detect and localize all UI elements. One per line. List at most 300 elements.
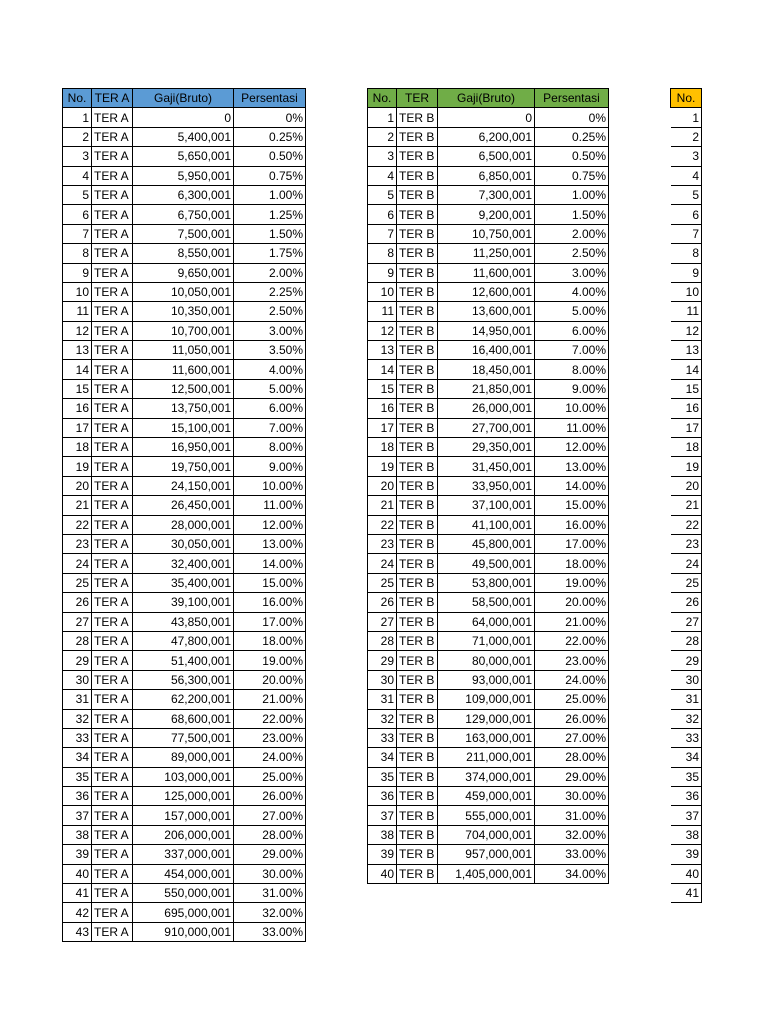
row-number-cell: 26 [671, 593, 702, 612]
gaji-bruto-cell: 374,000,001 [438, 767, 535, 786]
ter-category-cell: TER B [397, 108, 438, 127]
row-number-cell: 16 [671, 399, 702, 418]
gaji-bruto-cell: 32,400,001 [133, 554, 234, 573]
persentasi-cell: 10.00% [535, 399, 609, 418]
row-number-cell: 27 [671, 612, 702, 631]
table-row [671, 457, 702, 476]
gaji-bruto-cell: 49,500,001 [438, 554, 535, 573]
persentasi-cell: 13.00% [234, 534, 306, 553]
persentasi-cell: 0.75% [234, 166, 306, 185]
gaji-bruto-cell: 19,750,001 [133, 457, 234, 476]
table-row [63, 399, 306, 418]
row-number-cell: 8 [368, 244, 397, 263]
row-number-cell: 4 [671, 166, 702, 185]
table-row [63, 282, 306, 301]
persentasi-cell: 24.00% [535, 670, 609, 689]
row-number-cell: 11 [671, 302, 702, 321]
gaji-bruto-cell: 454,000,001 [133, 864, 234, 883]
row-number-cell: 35 [368, 767, 397, 786]
persentasi-cell: 33.00% [535, 845, 609, 864]
gaji-bruto-cell: 5,400,001 [133, 127, 234, 146]
ter-b-table [367, 88, 609, 884]
table-row [368, 709, 609, 728]
row-number-cell: 18 [368, 438, 397, 457]
row-number-cell: 28 [368, 631, 397, 650]
table-row [63, 360, 306, 379]
row-number-cell: 10 [671, 282, 702, 301]
persentasi-cell: 17.00% [234, 612, 306, 631]
gaji-bruto-cell: 30,050,001 [133, 534, 234, 553]
row-number-cell: 40 [368, 864, 397, 883]
gaji-bruto-cell: 26,450,001 [133, 496, 234, 515]
ter-a-header-row [63, 89, 306, 108]
row-number-cell: 32 [63, 709, 92, 728]
persentasi-cell: 2.25% [234, 282, 306, 301]
row-number-cell: 40 [63, 864, 92, 883]
table-row [63, 515, 306, 534]
gaji-bruto-cell: 51,400,001 [133, 651, 234, 670]
gaji-bruto-cell: 68,600,001 [133, 709, 234, 728]
gaji-bruto-cell: 45,800,001 [438, 534, 535, 553]
ter-category-cell: TER B [397, 612, 438, 631]
ter-category-cell: TER B [397, 728, 438, 747]
table-row [63, 244, 306, 263]
ter-category-cell: TER B [397, 554, 438, 573]
row-number-cell: 6 [368, 205, 397, 224]
ter-c-header-row [671, 89, 702, 108]
table-row [671, 438, 702, 457]
persentasi-cell: 28.00% [234, 825, 306, 844]
persentasi-cell: 0% [234, 108, 306, 127]
row-number-cell: 10 [368, 282, 397, 301]
row-number-cell: 27 [368, 612, 397, 631]
ter-category-cell: TER B [397, 263, 438, 282]
row-number-cell: 36 [63, 787, 92, 806]
table-row [671, 360, 702, 379]
gaji-bruto-cell: 28,000,001 [133, 515, 234, 534]
ter-category-cell: TER A [92, 321, 133, 340]
gaji-bruto-cell: 11,250,001 [438, 244, 535, 263]
row-number-cell: 2 [63, 127, 92, 146]
gaji-bruto-cell: 459,000,001 [438, 787, 535, 806]
table-row [671, 651, 702, 670]
gaji-bruto-cell: 31,450,001 [438, 457, 535, 476]
ter-c-table [670, 88, 702, 903]
ter-category-cell: TER A [92, 399, 133, 418]
ter-category-cell: TER A [92, 418, 133, 437]
row-number-cell: 35 [671, 767, 702, 786]
row-number-cell: 36 [368, 787, 397, 806]
gaji-bruto-cell: 53,800,001 [438, 573, 535, 592]
persentasi-cell: 6.00% [234, 399, 306, 418]
ter-category-cell: TER A [92, 263, 133, 282]
row-number-cell: 34 [671, 748, 702, 767]
table-row [671, 806, 702, 825]
table-row [671, 709, 702, 728]
table-row [63, 554, 306, 573]
ter-category-cell: TER A [92, 360, 133, 379]
gaji-bruto-cell: 103,000,001 [133, 767, 234, 786]
persentasi-cell: 2.50% [234, 302, 306, 321]
ter-category-cell: TER B [397, 651, 438, 670]
persentasi-cell: 27.00% [535, 728, 609, 747]
row-number-cell: 7 [368, 224, 397, 243]
gaji-bruto-cell: 58,500,001 [438, 593, 535, 612]
row-number-cell: 6 [671, 205, 702, 224]
table-row [63, 903, 306, 922]
table-row [63, 631, 306, 650]
persentasi-cell: 33.00% [234, 922, 306, 941]
table-row [63, 728, 306, 747]
gaji-bruto-cell: 10,050,001 [133, 282, 234, 301]
table-row [63, 748, 306, 767]
row-number-cell: 39 [63, 845, 92, 864]
table-row [671, 515, 702, 534]
persentasi-cell: 9.00% [535, 379, 609, 398]
gaji-bruto-cell: 16,400,001 [438, 341, 535, 360]
table-row [368, 728, 609, 747]
persentasi-cell: 0.25% [234, 127, 306, 146]
header-ter: TER [397, 89, 438, 108]
persentasi-cell: 2.50% [535, 244, 609, 263]
gaji-bruto-cell: 157,000,001 [133, 806, 234, 825]
ter-b-header-row [368, 89, 609, 108]
table-row [63, 884, 306, 903]
row-number-cell: 19 [368, 457, 397, 476]
gaji-bruto-cell: 5,950,001 [133, 166, 234, 185]
persentasi-cell: 12.00% [234, 515, 306, 534]
table-row [63, 166, 306, 185]
ter-category-cell: TER A [92, 670, 133, 689]
gaji-bruto-cell: 62,200,001 [133, 690, 234, 709]
row-number-cell: 5 [671, 185, 702, 204]
row-number-cell: 16 [63, 399, 92, 418]
persentasi-cell: 10.00% [234, 476, 306, 495]
gaji-bruto-cell: 5,650,001 [133, 147, 234, 166]
table-row [63, 651, 306, 670]
gaji-bruto-cell: 10,750,001 [438, 224, 535, 243]
row-number-cell: 12 [671, 321, 702, 340]
table-row [368, 651, 609, 670]
row-number-cell: 13 [671, 341, 702, 360]
gaji-bruto-cell: 337,000,001 [133, 845, 234, 864]
table-row [368, 418, 609, 437]
table-row [671, 379, 702, 398]
row-number-cell: 11 [63, 302, 92, 321]
row-number-cell: 18 [671, 438, 702, 457]
table-row [63, 825, 306, 844]
persentasi-cell: 29.00% [234, 845, 306, 864]
persentasi-cell: 15.00% [535, 496, 609, 515]
table-row [63, 593, 306, 612]
row-number-cell: 38 [368, 825, 397, 844]
row-number-cell: 9 [671, 263, 702, 282]
persentasi-cell: 11.00% [535, 418, 609, 437]
row-number-cell: 40 [671, 864, 702, 883]
row-number-cell: 35 [63, 767, 92, 786]
row-number-cell: 4 [368, 166, 397, 185]
row-number-cell: 22 [368, 515, 397, 534]
persentasi-cell: 3.00% [234, 321, 306, 340]
table-row [63, 670, 306, 689]
table-row [368, 476, 609, 495]
ter-category-cell: TER A [92, 224, 133, 243]
gaji-bruto-cell: 10,350,001 [133, 302, 234, 321]
table-row [671, 418, 702, 437]
row-number-cell: 27 [63, 612, 92, 631]
persentasi-cell: 30.00% [234, 864, 306, 883]
ter-category-cell: TER A [92, 825, 133, 844]
row-number-cell: 5 [63, 185, 92, 204]
gaji-bruto-cell: 93,000,001 [438, 670, 535, 689]
ter-category-cell: TER A [92, 534, 133, 553]
persentasi-cell: 0.50% [234, 147, 306, 166]
row-number-cell: 20 [368, 476, 397, 495]
table-row [63, 263, 306, 282]
table-row [368, 806, 609, 825]
table-row [63, 806, 306, 825]
table-row [671, 534, 702, 553]
gaji-bruto-cell: 9,650,001 [133, 263, 234, 282]
gaji-bruto-cell: 13,750,001 [133, 399, 234, 418]
row-number-cell: 15 [63, 379, 92, 398]
ter-category-cell: TER A [92, 728, 133, 747]
row-number-cell: 19 [63, 457, 92, 476]
table-row [368, 748, 609, 767]
persentasi-cell: 23.00% [535, 651, 609, 670]
row-number-cell: 13 [63, 341, 92, 360]
row-number-cell: 21 [63, 496, 92, 515]
row-number-cell: 21 [671, 496, 702, 515]
row-number-cell: 18 [63, 438, 92, 457]
table-row [63, 205, 306, 224]
ter-category-cell: TER B [397, 185, 438, 204]
table-row [671, 748, 702, 767]
ter-category-cell: TER A [92, 767, 133, 786]
gaji-bruto-cell: 16,950,001 [133, 438, 234, 457]
persentasi-cell: 21.00% [234, 690, 306, 709]
table-row [368, 302, 609, 321]
table-row [63, 185, 306, 204]
ter-category-cell: TER A [92, 147, 133, 166]
table-row [671, 690, 702, 709]
table-row [63, 709, 306, 728]
table-row [63, 108, 306, 127]
table-row [671, 593, 702, 612]
table-row [671, 399, 702, 418]
ter-category-cell: TER A [92, 166, 133, 185]
persentasi-cell: 16.00% [535, 515, 609, 534]
ter-category-cell: TER B [397, 670, 438, 689]
table-row [63, 845, 306, 864]
table-row [368, 845, 609, 864]
table-row [368, 864, 609, 883]
ter-category-cell: TER A [92, 709, 133, 728]
row-number-cell: 32 [671, 709, 702, 728]
ter-category-cell: TER B [397, 282, 438, 301]
ter-category-cell: TER B [397, 690, 438, 709]
ter-category-cell: TER B [397, 438, 438, 457]
row-number-cell: 5 [368, 185, 397, 204]
persentasi-cell: 5.00% [234, 379, 306, 398]
ter-category-cell: TER B [397, 302, 438, 321]
persentasi-cell: 0% [535, 108, 609, 127]
table-row [63, 534, 306, 553]
row-number-cell: 32 [368, 709, 397, 728]
table-row [671, 244, 702, 263]
persentasi-cell: 25.00% [234, 767, 306, 786]
row-number-cell: 43 [63, 922, 92, 941]
ter-category-cell: TER A [92, 457, 133, 476]
row-number-cell: 25 [671, 573, 702, 592]
ter-category-cell: TER B [397, 205, 438, 224]
table-row [368, 767, 609, 786]
row-number-cell: 11 [368, 302, 397, 321]
table-row [368, 612, 609, 631]
ter-category-cell: TER B [397, 147, 438, 166]
persentasi-cell: 3.00% [535, 263, 609, 282]
row-number-cell: 38 [671, 825, 702, 844]
table-row [368, 224, 609, 243]
row-number-cell: 30 [671, 670, 702, 689]
ter-category-cell: TER B [397, 709, 438, 728]
ter-category-cell: TER A [92, 631, 133, 650]
row-number-cell: 38 [63, 825, 92, 844]
header-no: No. [671, 89, 702, 108]
row-number-cell: 25 [63, 573, 92, 592]
gaji-bruto-cell: 6,850,001 [438, 166, 535, 185]
gaji-bruto-cell: 555,000,001 [438, 806, 535, 825]
persentasi-cell: 21.00% [535, 612, 609, 631]
ter-category-cell: TER A [92, 515, 133, 534]
gaji-bruto-cell: 12,500,001 [133, 379, 234, 398]
persentasi-cell: 31.00% [234, 884, 306, 903]
gaji-bruto-cell: 24,150,001 [133, 476, 234, 495]
row-number-cell: 1 [671, 108, 702, 127]
row-number-cell: 17 [368, 418, 397, 437]
row-number-cell: 3 [368, 147, 397, 166]
persentasi-cell: 1.25% [234, 205, 306, 224]
gaji-bruto-cell: 163,000,001 [438, 728, 535, 747]
gaji-bruto-cell: 18,450,001 [438, 360, 535, 379]
persentasi-cell: 0.75% [535, 166, 609, 185]
row-number-cell: 14 [368, 360, 397, 379]
row-number-cell: 14 [63, 360, 92, 379]
row-number-cell: 23 [671, 534, 702, 553]
gaji-bruto-cell: 14,950,001 [438, 321, 535, 340]
ter-category-cell: TER A [92, 690, 133, 709]
table-row [63, 438, 306, 457]
row-number-cell: 1 [63, 108, 92, 127]
persentasi-cell: 0.25% [535, 127, 609, 146]
persentasi-cell: 28.00% [535, 748, 609, 767]
gaji-bruto-cell: 47,800,001 [133, 631, 234, 650]
table-row [671, 612, 702, 631]
gaji-bruto-cell: 7,500,001 [133, 224, 234, 243]
ter-category-cell: TER A [92, 476, 133, 495]
row-number-cell: 28 [671, 631, 702, 650]
gaji-bruto-cell: 695,000,001 [133, 903, 234, 922]
row-number-cell: 15 [368, 379, 397, 398]
table-row [63, 127, 306, 146]
persentasi-cell: 4.00% [234, 360, 306, 379]
ter-category-cell: TER A [92, 612, 133, 631]
ter-category-cell: TER B [397, 515, 438, 534]
ter-category-cell: TER B [397, 593, 438, 612]
row-number-cell: 4 [63, 166, 92, 185]
row-number-cell: 19 [671, 457, 702, 476]
ter-category-cell: TER B [397, 825, 438, 844]
row-number-cell: 33 [63, 728, 92, 747]
ter-category-cell: TER B [397, 476, 438, 495]
gaji-bruto-cell: 64,000,001 [438, 612, 535, 631]
row-number-cell: 41 [671, 884, 702, 903]
ter-category-cell: TER A [92, 341, 133, 360]
table-row [368, 670, 609, 689]
ter-category-cell: TER B [397, 767, 438, 786]
gaji-bruto-cell: 89,000,001 [133, 748, 234, 767]
table-row [63, 341, 306, 360]
table-row [671, 573, 702, 592]
table-row [368, 360, 609, 379]
gaji-bruto-cell: 910,000,001 [133, 922, 234, 941]
row-number-cell: 37 [63, 806, 92, 825]
table-row [671, 185, 702, 204]
ter-category-cell: TER B [397, 748, 438, 767]
row-number-cell: 37 [368, 806, 397, 825]
row-number-cell: 14 [671, 360, 702, 379]
gaji-bruto-cell: 6,750,001 [133, 205, 234, 224]
table-row [671, 224, 702, 243]
gaji-bruto-cell: 129,000,001 [438, 709, 535, 728]
table-row [368, 166, 609, 185]
gaji-bruto-cell: 109,000,001 [438, 690, 535, 709]
row-number-cell: 24 [368, 554, 397, 573]
row-number-cell: 1 [368, 108, 397, 127]
table-row [671, 554, 702, 573]
gaji-bruto-cell: 6,300,001 [133, 185, 234, 204]
row-number-cell: 30 [63, 670, 92, 689]
gaji-bruto-cell: 11,600,001 [133, 360, 234, 379]
gaji-bruto-cell: 1,405,000,001 [438, 864, 535, 883]
table-row [368, 147, 609, 166]
row-number-cell: 20 [671, 476, 702, 495]
row-number-cell: 22 [671, 515, 702, 534]
table-row [368, 341, 609, 360]
persentasi-cell: 14.00% [234, 554, 306, 573]
table-row [368, 205, 609, 224]
gaji-bruto-cell: 704,000,001 [438, 825, 535, 844]
gaji-bruto-cell: 43,850,001 [133, 612, 234, 631]
header-no: No. [63, 89, 92, 108]
row-number-cell: 16 [368, 399, 397, 418]
gaji-bruto-cell: 0 [133, 108, 234, 127]
row-number-cell: 13 [368, 341, 397, 360]
ter-category-cell: TER A [92, 884, 133, 903]
persentasi-cell: 0.50% [535, 147, 609, 166]
ter-category-cell: TER A [92, 205, 133, 224]
ter-category-cell: TER A [92, 127, 133, 146]
row-number-cell: 23 [63, 534, 92, 553]
row-number-cell: 20 [63, 476, 92, 495]
header-persentasi: Persentasi [234, 89, 306, 108]
ter-category-cell: TER B [397, 573, 438, 592]
gaji-bruto-cell: 6,200,001 [438, 127, 535, 146]
ter-category-cell: TER B [397, 806, 438, 825]
table-row [63, 379, 306, 398]
table-row [671, 670, 702, 689]
gaji-bruto-cell: 37,100,001 [438, 496, 535, 515]
